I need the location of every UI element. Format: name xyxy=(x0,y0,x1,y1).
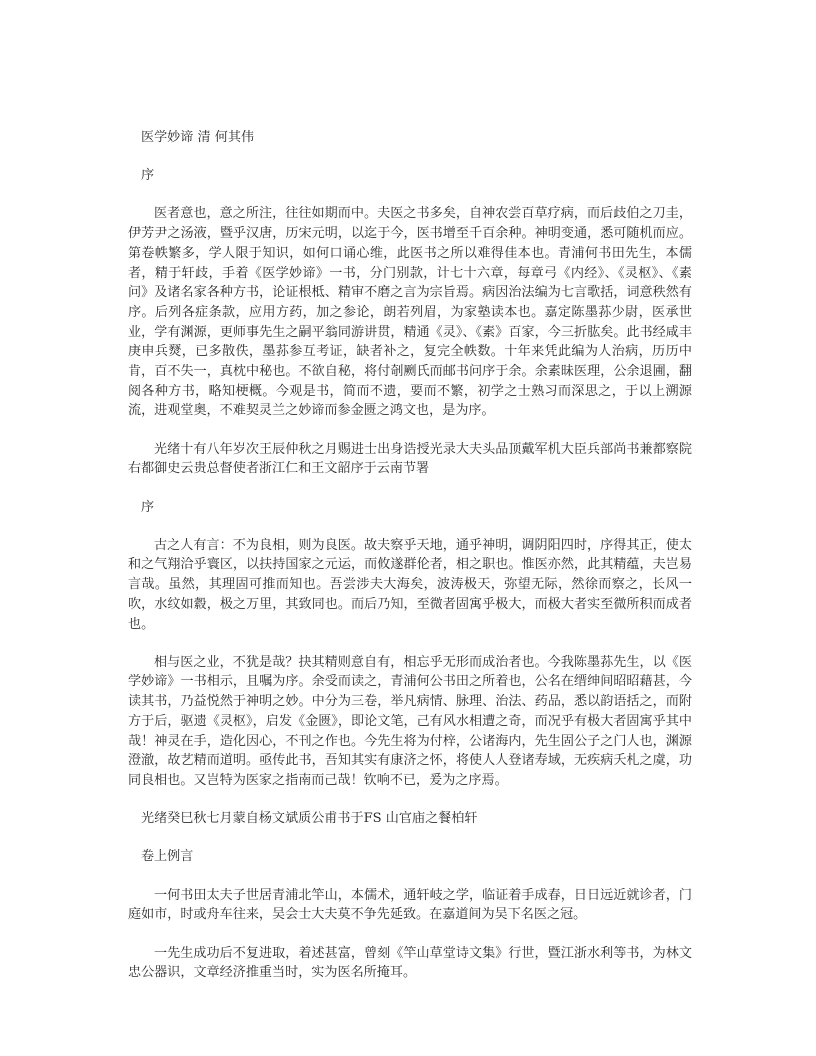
document-text-column xyxy=(128,128,692,1001)
section-heading-volume-notes: 卷上例言 xyxy=(141,849,194,865)
paragraph-preface-two-body-first: 古之人有言：不为良相，则为良医。故夫察乎天地，通乎神明，调阴阳四时，序得其正，使太和之气翔洽乎寰区，以扶持国家之元运，而攸遂群伦者，相之职也。惟医亦然，此其精蕴，夫岂易言哉。虽然，其理固可推而知也。吾尝涉夫大海矣，波涛极天，弥望无际，然徐而察之，长风一吹，水纹如縠，极之万里，其致同也。而后乃知，至微者固寓乎极大，而极大者实至微所积而成者也。 xyxy=(128,537,692,632)
document-title: 医学妙谛 清 何其伟 xyxy=(141,130,255,145)
paragraph-preface-one-body: 医者意也，意之所注，往往如期而中。夫医之书多矣，自神农尝百草疗病，而后歧伯之刀圭，伊芳尹之汤液，暨乎汉唐，历宋元明，以迄于今，医书增至千百余种。神明变通，悉可随机而应。第卷帙繁多，学人限于知识，如何口诵心维，此医书之所以难得佳本也。青浦何书田先生，本儒者，精于轩歧，手着《医学妙谛》一书，分门别款，计七十六章，每章弓《内经》、《灵枢》、《素问》及诸名家各种方书，论证根柢、精审不磨之言为宗旨焉。病因治法编为七言歌括，词意秩然有序。后列各症条款，应用方药，加之参论，朗若列眉，为家塾读本也。嘉定陈墨荪少尉，医承世业，学有渊源，更师事先生之嗣平翁同游讲贯，精通《灵》、《素》百家，今三折肱矣。此书经咸丰庚申兵燹，已多散佚，墨荪参互考证，缺者补之，复完全帙数。十年来凭此编为人治病，历历中肯，百不失一，真枕中秘也。不欲自秘，将付剞劂氏而邮书问序于余。余素昧医理，公余退圃，翻阅各种方书，略知梗概。今观是书，简而不遗，要而不繁，初学之士熟习而深思之，于以上溯源流，进观堂奥，不难契灵兰之妙谛而参金匮之鸿文也，是为序。 xyxy=(128,206,692,419)
section-heading-preface-two: 序 xyxy=(141,499,155,515)
paragraph-preface-one-signature: 光绪十有八年岁次王辰仲秋之月赐进士出身诰授光录大夫头品顶戴军机大臣兵部尚书兼都察院右都御史云贵总督使者浙江仁和王文韶序于云南节署 xyxy=(128,441,692,477)
paragraph-note-two: 一先生成功后不复进取，着述甚富，曾刻《竿山草堂诗文集》行世，暨江浙水利等书，为林文忠公器识，文章经济推重当时，实为医名所掩耳。 xyxy=(128,945,692,981)
paragraph-preface-two-signature: 光绪癸巳秋七月蒙自杨文斌质公甫书于FS 山官庙之餐柏轩 xyxy=(141,811,478,827)
paragraph-preface-two-body-second: 相与医之业，不犹是哉？抉其精则意自有，相忘乎无形而成治者也。今我陈墨荪先生，以《医学妙谛》一书相示，且嘱为序。余受而读之，青浦何公书田之所着也，公名在缙绅间昭昭藉甚，今读其书，乃益悦然于神明之妙。中分为三卷，举凡病情、脉理、治法、药品，悉以韵语括之，而附方于后，驱遗《灵枢》，启发《金匮》，即论文笔，己有风水相遭之奇，而况乎有极大者固寓乎其中哉！神灵在手，造化因心，不刊之作也。今先生将为付梓，公诸海内，先生固公子之门人也，渊源澄澈，故艺精而道明。亟传此书，吾知其实有康济之怀，将使人人登诸寿域，无疾病夭札之虞，功同良相也。又岂特为医家之指南而己哉！钦响不已，爰为之序焉。 xyxy=(128,654,692,788)
paragraph-note-one: 一何书田太夫子世居青浦北竿山，本儒术，通轩岐之学，临证着手成春，日日远近就诊者，门庭如市，时或舟车往来，吴会士大夫莫不争先延致。在嘉道间为吴下名医之冠。 xyxy=(128,887,692,923)
section-heading-preface-one: 序 xyxy=(141,168,155,184)
